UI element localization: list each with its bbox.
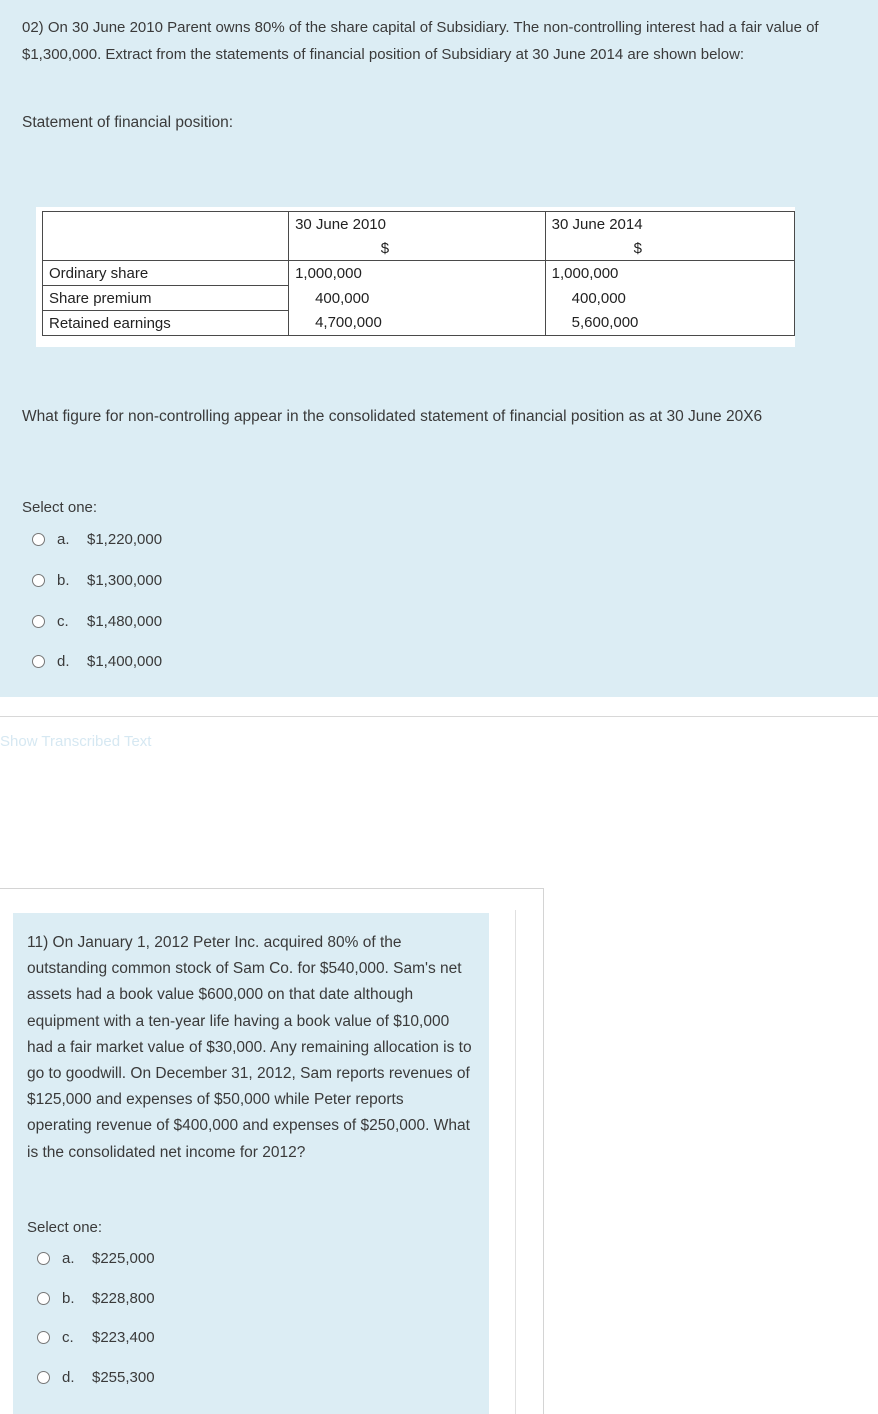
option-value: $225,000 (92, 1250, 155, 1267)
option-value: $223,400 (92, 1329, 155, 1346)
q2-option-b[interactable] (37, 1290, 155, 1307)
table-currency-2014: $ (545, 236, 794, 261)
option-value: $1,400,000 (87, 653, 163, 670)
option-value: $1,300,000 (87, 572, 163, 589)
table-row (43, 261, 795, 286)
table-header-2014: 30 June 2014 (545, 212, 794, 237)
q2-option-a[interactable] (37, 1250, 155, 1267)
row-value-2014: 400,000 (545, 286, 794, 311)
row-label: Retained earnings (43, 311, 289, 336)
row-value-2010: 4,700,000 (289, 311, 546, 336)
option-value: $1,480,000 (87, 613, 163, 630)
sofp-table (42, 211, 795, 336)
q1-option-d[interactable] (32, 653, 162, 670)
q1-option-c[interactable] (32, 613, 162, 630)
radio-button-icon[interactable] (32, 655, 45, 668)
table-header-label (43, 212, 289, 237)
table-currency-label (43, 236, 289, 261)
q2-option-c[interactable] (37, 1329, 155, 1346)
row-value-2010: 1,000,000 (289, 261, 546, 286)
radio-button-icon[interactable] (32, 574, 45, 587)
sofp-table-container (36, 207, 795, 347)
q2-option-d[interactable] (37, 1369, 155, 1386)
row-value-2014: 1,000,000 (545, 261, 794, 286)
option-letter: a. (57, 531, 70, 548)
row-label: Share premium (43, 286, 289, 311)
image-frame-top (0, 888, 544, 889)
option-letter: d. (57, 653, 70, 670)
question-1-text: 02) On 30 June 2010 Parent owns 80% of the share capital of Subsidiary. The non-controlling interest had a fair value of $1,300,000. Extract from the statements of financial position of Subsidiary at 30 June 2014 are shown below: (22, 19, 819, 63)
option-value: $255,300 (92, 1369, 155, 1386)
question-2-text: 11) On January 1, 2012 Peter Inc. acquired 80% of the outstanding common stock of Sam Co. for $540,000. Sam's net assets had a book value $600,000 on that date although equipment with a ten-year life having a book value of $10,000 had a fair market value of $30,000. Any remaining allocation is to go to goodwill. On December 31, 2012, Sam reports revenues of $125,000 and expenses of $50,000 while Peter reports operating revenue of $400,000 and expenses of $250,000. What is the consolidated net income for 2012? (27, 934, 472, 1161)
section-divider (0, 716, 878, 717)
row-value-2010: 400,000 (289, 286, 546, 311)
row-value-2014: 5,600,000 (545, 311, 794, 336)
option-value: $228,800 (92, 1290, 155, 1307)
question-1-prompt: What figure for non-controlling appear in the consolidated statement of financial position as at 30 June 20X6 (22, 408, 763, 425)
table-row (43, 286, 795, 311)
table-header-2010: 30 June 2010 (289, 212, 546, 237)
select-one-label: Select one: (22, 499, 98, 516)
q1-option-b[interactable] (32, 572, 162, 589)
select-one-label: Select one: (27, 1219, 103, 1236)
radio-button-icon[interactable] (32, 533, 45, 546)
show-transcribed-text-link[interactable]: Show Transcribed Text (0, 733, 152, 750)
option-letter: a. (62, 1250, 75, 1267)
q1-option-a[interactable] (32, 531, 162, 548)
radio-button-icon[interactable] (37, 1252, 50, 1265)
question-1-panel (0, 0, 878, 697)
sofp-label: Statement of financial position: (22, 114, 234, 131)
table-currency-2010: $ (289, 236, 546, 261)
image-frame-inner (515, 910, 516, 1414)
row-label: Ordinary share (43, 261, 289, 286)
radio-button-icon[interactable] (37, 1292, 50, 1305)
table-row (43, 311, 795, 336)
option-letter: c. (62, 1329, 74, 1346)
radio-button-icon[interactable] (37, 1371, 50, 1384)
radio-button-icon[interactable] (37, 1331, 50, 1344)
image-frame-right (543, 888, 544, 1414)
option-value: $1,220,000 (87, 531, 163, 548)
option-letter: c. (57, 613, 69, 630)
option-letter: d. (62, 1369, 75, 1386)
option-letter: b. (57, 572, 70, 589)
option-letter: b. (62, 1290, 75, 1307)
radio-button-icon[interactable] (32, 615, 45, 628)
